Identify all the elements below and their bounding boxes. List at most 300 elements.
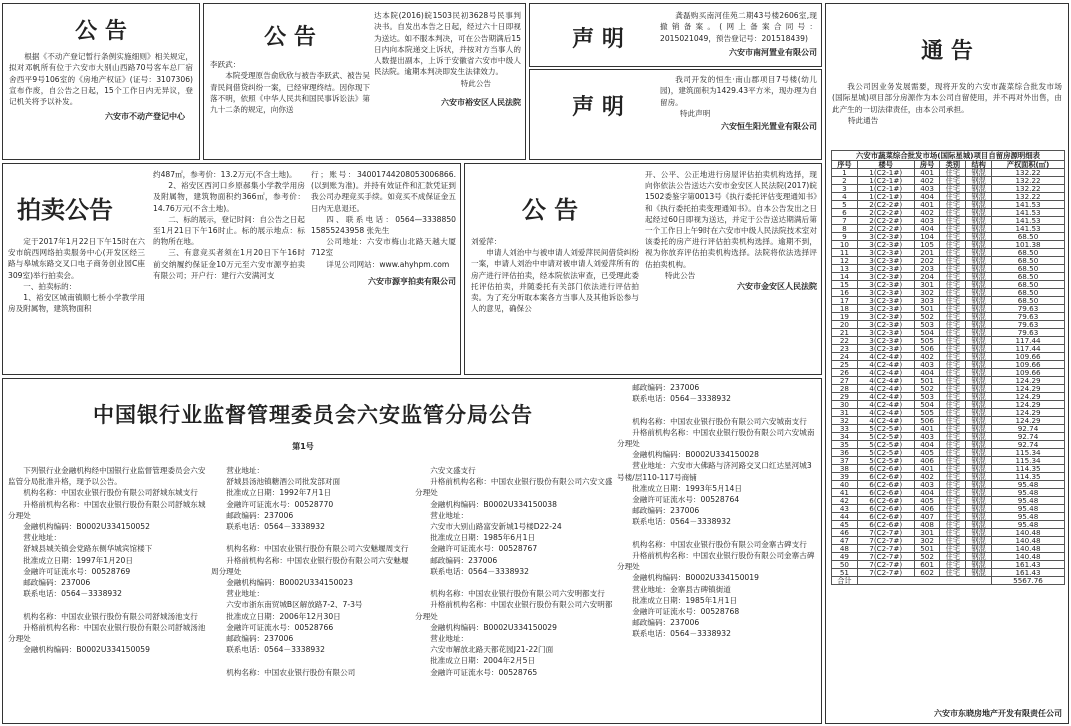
table-cell: 2(C2-2#) — [857, 225, 914, 233]
table-cell: 钢混 — [966, 289, 992, 297]
statement-title: 声 明 — [572, 26, 624, 52]
table-cell: 6(C2-6#) — [857, 473, 914, 481]
table-cell: 35 — [832, 441, 858, 449]
notice-title: 公 告 — [521, 195, 579, 224]
table-cell: 钢混 — [966, 441, 992, 449]
table-cell: 住宅 — [940, 545, 966, 553]
table-cell: 钢混 — [966, 169, 992, 177]
table-cell: 3(C2-3#) — [857, 241, 914, 249]
table-cell: 124.29 — [992, 417, 1065, 425]
table-cell: 住宅 — [940, 441, 966, 449]
cbrc-line: 机构名称：中国农业银行股份有限公司 — [226, 667, 356, 677]
table-cell: 124.29 — [992, 393, 1065, 401]
cbrc-column-3 — [415, 465, 613, 678]
table-cell: 3(C2-3#) — [857, 249, 914, 257]
table-cell: 住宅 — [940, 305, 966, 313]
table-cell: 132.22 — [992, 169, 1065, 177]
table-cell: 504 — [914, 329, 940, 337]
table-cell: 19 — [832, 313, 858, 321]
cbrc-line: 金融机构编码：B0002U334150019 — [632, 573, 759, 583]
table-cell: 26 — [832, 369, 858, 377]
cbrc-line: 金融机构编码：B0002U334150028 — [632, 450, 759, 460]
cbrc-line: 升格前机构名称：中国农业银行股份有限公司六安明都分理处 — [415, 600, 613, 621]
table-cell: 68.50 — [992, 233, 1065, 241]
table-cell: 38 — [832, 465, 858, 473]
table-cell: 502 — [914, 385, 940, 393]
table-cell: 住宅 — [940, 313, 966, 321]
table-cell: 住宅 — [940, 281, 966, 289]
table-cell: 7 — [832, 217, 858, 225]
auction-text: 三、有意竞买者须在1月20日下午16时前交纳履约保证金10万元至六安市源亨拍卖有限公司；开户行：建行六安满河支 — [153, 248, 305, 280]
table-cell: 3(C2-3#) — [857, 265, 914, 273]
statement-body: 龚磊购买南河佳苑二期43号楼2606室,现撤销备案。(网上备案合同号：2015021049，预告登记号：201518439) — [660, 11, 817, 43]
table-cell: 钢混 — [966, 257, 992, 265]
cbrc-line: 机构名称：中国农业银行股份有限公司舒城东城支行 — [23, 488, 198, 498]
cbrc-line: 金融许可证流水号：00528769 — [23, 566, 131, 576]
total-label: 合计 — [832, 577, 858, 585]
cbrc-line: 机构名称：中国农业银行股份有限公司舒城汤池支行 — [23, 611, 198, 621]
table-cell: 7(C2-7#) — [857, 553, 914, 561]
table-cell: 钢混 — [966, 329, 992, 337]
cbrc-line: 金融许可证流水号：00528764 — [632, 495, 740, 505]
statement-signature: 六安市南河置业有限公司 — [729, 47, 817, 57]
table-cell: 92.74 — [992, 425, 1065, 433]
table-cell: 10 — [832, 241, 858, 249]
notice-dongxiao — [825, 3, 1069, 724]
cbrc-line: 舒城县汤池镇糖酒公司批发部对面 — [226, 477, 341, 487]
table-cell: 501 — [914, 545, 940, 553]
table-cell: 140.48 — [992, 537, 1065, 545]
cbrc-line: 联系电话：0564－3338932 — [23, 589, 122, 599]
table-cell: 140.48 — [992, 553, 1065, 561]
table-header-cell: 序号 — [832, 161, 858, 169]
cbrc-line: 联系电话：0564－3338932 — [430, 566, 529, 576]
table-cell: 50 — [832, 561, 858, 569]
table-cell: 3(C2-3#) — [857, 337, 914, 345]
table-cell: 117.44 — [992, 337, 1065, 345]
cbrc-line: 升格前机构名称：中国农业银行股份有限公司六安城南分理处 — [617, 427, 815, 448]
auction-item: 1、裕安区城南镇顺七桥小学教学用房及附属物，建筑物面积 — [8, 293, 145, 314]
cbrc-line: 批准成立日期：1997年1月20日 — [23, 555, 133, 565]
table-cell: 402 — [914, 177, 940, 185]
table-cell: 115.34 — [992, 449, 1065, 457]
table-cell: 2 — [832, 177, 858, 185]
table-cell: 5(C2-5#) — [857, 441, 914, 449]
table-total-row — [832, 577, 1065, 585]
table-cell: 404 — [914, 489, 940, 497]
notice-body: 本院受理原告俞欣欣与被告李跃武、被告吴青民间借贷纠纷一案，已经审理终结。因你现下落不明，依照《中华人民共和国民事诉讼法》第九十二条的规定，向你送 — [210, 71, 370, 115]
auction-signature: 六安市源亨拍卖有限公司 — [368, 276, 456, 286]
table-cell: 161.43 — [992, 561, 1065, 569]
cbrc-line: 金融机构编码：B0002U334150059 — [23, 645, 150, 655]
table-cell: 钢混 — [966, 545, 992, 553]
cbrc-line: 邮政编码：237006 — [632, 618, 700, 628]
cbrc-column-2 — [211, 465, 409, 678]
table-cell: 住宅 — [940, 193, 966, 201]
table-header-cell: 房号 — [914, 161, 940, 169]
table-cell: 101.38 — [992, 241, 1065, 249]
table-cell: 124.29 — [992, 385, 1065, 393]
table-cell: 22 — [832, 337, 858, 345]
table-cell: 钢混 — [966, 537, 992, 545]
cbrc-line — [415, 577, 613, 588]
notice-signature: 六安市东晓房地产开发有限责任公司 — [934, 709, 1062, 718]
table-cell: 505 — [914, 409, 940, 417]
table-cell: 68.50 — [992, 281, 1065, 289]
table-cell: 79.63 — [992, 329, 1065, 337]
table-cell: 204 — [914, 273, 940, 281]
table-cell: 住宅 — [940, 433, 966, 441]
cbrc-line: 邮政编码：237006 — [23, 578, 91, 588]
table-cell: 5(C2-5#) — [857, 433, 914, 441]
cbrc-line: 机构名称：中国农业银行股份有限公司六安魅堰周支行 — [226, 544, 409, 554]
table-cell: 114.35 — [992, 465, 1065, 473]
cbrc-line — [211, 532, 409, 543]
cbrc-line: 金融许可证流水号：00528768 — [632, 607, 740, 617]
table-cell: 18 — [832, 305, 858, 313]
table-cell: 钢混 — [966, 449, 992, 457]
cbrc-line: 金融机构编码：B0002U334150023 — [226, 578, 353, 588]
auction-text: 约487㎡，参考价：13.2万元(不含土地)。 — [153, 170, 297, 179]
table-cell: 住宅 — [940, 537, 966, 545]
table-cell: 49 — [832, 553, 858, 561]
table-cell: 钢混 — [966, 201, 992, 209]
table-cell: 92.74 — [992, 433, 1065, 441]
table-cell: 51 — [832, 569, 858, 577]
cbrc-line: 批准成立日期：2004年2月5日 — [430, 656, 536, 666]
cbrc-line: 金融许可证流水号：00528766 — [226, 622, 334, 632]
table-header-cell: 楼号 — [857, 161, 914, 169]
table-cell: 钢混 — [966, 297, 992, 305]
cbrc-column-1 — [8, 465, 206, 655]
table-cell: 住宅 — [940, 169, 966, 177]
table-cell: 住宅 — [940, 321, 966, 329]
table-cell: 39 — [832, 473, 858, 481]
table-cell: 124.29 — [992, 409, 1065, 417]
table-cell: 203 — [914, 265, 940, 273]
table-header-cell: 产权面积(㎡) — [992, 161, 1065, 169]
statement-nanhe — [529, 3, 822, 67]
table-cell: 201 — [914, 249, 940, 257]
table-cell: 406 — [914, 457, 940, 465]
table-cell: 钢混 — [966, 369, 992, 377]
table-cell: 住宅 — [940, 257, 966, 265]
notice-body-cont: 开、公平、公正地进行房屋评估拍卖机构选择，现向你依法公告送达六安市金安区人民法院(2017)皖1502委鉴字第0013号《执行委托评估变理通知书》和《执行委托拍卖变理通知书》。自本公告发出之日起经过60日即视为送达，并定于公告送达期满后第一个工作日上午9时在六安市中级人民法院技术室对该委托的房产进行评估拍卖机构选择。逾期不到，视为你放弃评估拍卖机构选择。法院将依法选择评估拍卖机构。 — [645, 170, 817, 269]
table-cell: 407 — [914, 513, 940, 521]
table-cell: 36 — [832, 449, 858, 457]
table-cell: 68.50 — [992, 297, 1065, 305]
table-cell: 404 — [914, 225, 940, 233]
table-cell: 钢混 — [966, 321, 992, 329]
table-cell: 钢混 — [966, 409, 992, 417]
cbrc-line: 金融许可证流水号：00528767 — [430, 544, 538, 554]
notice-body-cont: 达本院(2016)皖1503民初3628号民事判决书。自发出本告之日起，经过六十日即视为送达。如不服本判决，可在公告期满后15日内向本院递交上诉状，并按对方当事人的人数提出副本，上诉于安徽省六安市中级人民法院。逾期本判决即发生法律效力。 — [374, 11, 521, 77]
table-cell: 3(C2-3#) — [857, 329, 914, 337]
cbrc-line — [617, 404, 817, 415]
cbrc-line: 批准成立日期：1992年7月1日 — [226, 488, 332, 498]
table-cell: 钢混 — [966, 401, 992, 409]
table-cell: 住宅 — [940, 529, 966, 537]
cbrc-line: 金融许可证流水号：00528765 — [430, 667, 538, 677]
table-cell: 住宅 — [940, 249, 966, 257]
table-cell: 5(C2-5#) — [857, 457, 914, 465]
table-cell: 601 — [914, 561, 940, 569]
table-cell: 3(C2-3#) — [857, 305, 914, 313]
cbrc-line: 升格前机构名称：中国农业银行股份有限公司金寨古碑分理处 — [617, 551, 815, 572]
table-cell: 2(C2-2#) — [857, 209, 914, 217]
cbrc-line: 下列银行业金融机构经中国银行业监督管理委员会六安监管分局批准升格，现予以公告。 — [8, 466, 206, 487]
table-cell: 钢混 — [966, 505, 992, 513]
table-cell: 401 — [914, 169, 940, 177]
table-cell: 住宅 — [940, 337, 966, 345]
notice-signature: 六安市金安区人民法院 — [737, 282, 817, 292]
table-cell: 钢混 — [966, 377, 992, 385]
table-cell: 408 — [914, 521, 940, 529]
table-cell: 140.48 — [992, 529, 1065, 537]
table-cell: 17 — [832, 297, 858, 305]
table-cell: 6(C2-6#) — [857, 465, 914, 473]
table-cell: 506 — [914, 345, 940, 353]
cbrc-number: 第1号 — [292, 442, 314, 451]
table-cell: 钢混 — [966, 217, 992, 225]
table-cell: 住宅 — [940, 385, 966, 393]
table-cell: 403 — [914, 217, 940, 225]
table-cell: 住宅 — [940, 417, 966, 425]
table-cell: 住宅 — [940, 449, 966, 457]
table-cell: 钢混 — [966, 353, 992, 361]
table-header-cell: 结构 — [966, 161, 992, 169]
cbrc-line: 营业地址：金寨县古碑镇街道 — [632, 584, 731, 594]
table-cell: 住宅 — [940, 289, 966, 297]
table-cell: 钢混 — [966, 281, 992, 289]
table-cell: 住宅 — [940, 217, 966, 225]
table-cell: 钢混 — [966, 313, 992, 321]
table-cell: 4(C2-4#) — [857, 417, 914, 425]
table-cell: 1(C2-1#) — [857, 193, 914, 201]
table-cell: 钢混 — [966, 345, 992, 353]
table-cell: 161.43 — [992, 569, 1065, 577]
table-cell: 48 — [832, 545, 858, 553]
statement-body: 我司开发的恒生·南山郡项目7号楼(幼儿园)，建筑面积为1429.43平方米，现办理为自留房。 — [660, 75, 817, 107]
table-cell: 钢混 — [966, 481, 992, 489]
cbrc-line: 金融机构编码：B0002U334150052 — [23, 522, 150, 532]
table-cell: 钢混 — [966, 273, 992, 281]
cbrc-line: 营业地址： — [226, 466, 265, 475]
table-cell: 47 — [832, 537, 858, 545]
table-cell: 钢混 — [966, 473, 992, 481]
table-cell: 钢混 — [966, 521, 992, 529]
table-cell: 4(C2-4#) — [857, 353, 914, 361]
auction-text: 行；账号：34001744208053006866.(以到账为准)。并持有效证件和汇款凭证到我公司办理竞买手续。如竞买不成保证金五日内无息退还。 — [311, 170, 456, 213]
table-cell: 钢混 — [966, 513, 992, 521]
table-cell: 502 — [914, 313, 940, 321]
table-cell: 132.22 — [992, 185, 1065, 193]
cbrc-line: 联系电话：0564－3338932 — [226, 645, 325, 655]
table-cell: 住宅 — [940, 177, 966, 185]
table-cell: 92.74 — [992, 441, 1065, 449]
table-cell: 302 — [914, 289, 940, 297]
table-cell: 钢混 — [966, 425, 992, 433]
table-cell: 住宅 — [940, 561, 966, 569]
table-cell: 109.66 — [992, 369, 1065, 377]
cbrc-line: 营业地址： — [430, 510, 469, 520]
table-cell: 5(C2-5#) — [857, 425, 914, 433]
table-cell: 141.53 — [992, 225, 1065, 233]
table-cell: 68.50 — [992, 249, 1065, 257]
table-cell: 住宅 — [940, 377, 966, 385]
auction-contact: 四、联系电话：0564—3338850 15855243958 张先生 — [311, 214, 456, 236]
table-cell: 钢混 — [966, 497, 992, 505]
table-cell: 506 — [914, 417, 940, 425]
table-cell: 3(C2-3#) — [857, 281, 914, 289]
cbrc-line: 机构名称：中国农业银行股份有限公司六安城南支行 — [632, 416, 807, 426]
table-cell: 3(C2-3#) — [857, 289, 914, 297]
table-cell: 117.44 — [992, 345, 1065, 353]
table-cell: 住宅 — [940, 569, 966, 577]
table-cell: 404 — [914, 193, 940, 201]
table-cell: 住宅 — [940, 209, 966, 217]
table-cell: 2(C2-2#) — [857, 201, 914, 209]
table-cell: 602 — [914, 569, 940, 577]
table-cell: 6(C2-6#) — [857, 513, 914, 521]
table-cell: 401 — [914, 425, 940, 433]
total-value: 5567.76 — [992, 577, 1065, 585]
table-cell: 501 — [914, 377, 940, 385]
cbrc-line: 批准成立日期：1985年1月1日 — [632, 595, 738, 605]
table-title: 六安市蔬菜综合批发市场(国际星城)项目自留房源明细表 — [831, 150, 1065, 160]
table-cell: 住宅 — [940, 505, 966, 513]
table-cell: 141.53 — [992, 217, 1065, 225]
notice-title: 公 告 — [264, 24, 316, 50]
table-cell: 402 — [914, 473, 940, 481]
table-cell: 29 — [832, 393, 858, 401]
table-cell: 住宅 — [940, 353, 966, 361]
table-cell: 4 — [832, 193, 858, 201]
table-cell: 钢混 — [966, 569, 992, 577]
notice-real-estate — [2, 3, 200, 160]
table-cell: 钢混 — [966, 529, 992, 537]
table-cell: 住宅 — [940, 553, 966, 561]
table-cell: 住宅 — [940, 369, 966, 377]
table-cell: 405 — [914, 449, 940, 457]
table-cell: 钢混 — [966, 177, 992, 185]
table-cell: 406 — [914, 505, 940, 513]
cbrc-line: 营业地址： — [23, 533, 62, 543]
cbrc-line: 六安文盛支行 — [430, 466, 476, 475]
cbrc-line: 邮政编码：237006 — [632, 506, 700, 516]
table-cell: 住宅 — [940, 297, 966, 305]
table-cell: 140.48 — [992, 545, 1065, 553]
notice-title: 通 告 — [921, 38, 973, 64]
table-cell: 79.63 — [992, 305, 1065, 313]
table-cell: 12 — [832, 257, 858, 265]
table-cell: 95.48 — [992, 489, 1065, 497]
table-cell: 21 — [832, 329, 858, 337]
table-cell: 301 — [914, 281, 940, 289]
statement-title: 声 明 — [572, 94, 624, 120]
cbrc-line: 联系电话：0564－3338932 — [632, 517, 731, 527]
notice-closing: 特此通告 — [848, 115, 879, 125]
table-cell: 住宅 — [940, 521, 966, 529]
table-cell: 503 — [914, 393, 940, 401]
table-cell: 68.50 — [992, 265, 1065, 273]
cbrc-line: 六安市浙东南贸城B区解放路7-2、7-3号 — [226, 600, 363, 610]
table-cell: 钢混 — [966, 209, 992, 217]
table-cell: 住宅 — [940, 409, 966, 417]
cbrc-line: 邮政编码：237006 — [430, 555, 498, 565]
table-cell: 95.48 — [992, 513, 1065, 521]
table-cell: 钢混 — [966, 337, 992, 345]
table-cell: 504 — [914, 401, 940, 409]
auction-intro: 定于2017年1月22日下午15时在六安市皖西网络拍卖服务中心(开发区经三路与皋城东路交叉口电子商务创业园C座309室)举行拍卖会。 — [8, 237, 145, 280]
table-cell: 住宅 — [940, 345, 966, 353]
table-cell: 20 — [832, 321, 858, 329]
table-cell: 8 — [832, 225, 858, 233]
table-cell: 住宅 — [940, 201, 966, 209]
table-cell: 住宅 — [940, 361, 966, 369]
table-cell: 44 — [832, 513, 858, 521]
table-cell: 钢混 — [966, 241, 992, 249]
table-cell: 23 — [832, 345, 858, 353]
notice-signature: 六安市不动产登记中心 — [105, 112, 185, 122]
table-cell: 15 — [832, 281, 858, 289]
table-cell: 钢混 — [966, 385, 992, 393]
table-cell: 4(C2-4#) — [857, 401, 914, 409]
table-cell: 3(C2-3#) — [857, 257, 914, 265]
table-cell: 124.29 — [992, 377, 1065, 385]
table-cell: 4(C2-4#) — [857, 361, 914, 369]
cbrc-line: 批准成立日期：1985年6月1日 — [430, 533, 536, 543]
table-cell: 124.29 — [992, 401, 1065, 409]
table-cell: 钢混 — [966, 265, 992, 273]
notice-signature: 六安市裕安区人民法院 — [441, 98, 521, 108]
table-cell: 132.22 — [992, 193, 1065, 201]
cbrc-line: 升格前机构名称：中国农业银行股份有限公司舒城东城分理处 — [8, 499, 206, 520]
table-cell: 钢混 — [966, 225, 992, 233]
auction-website: 详见公司网站：www.ahyhpm.com — [326, 259, 450, 269]
table-cell: 13 — [832, 265, 858, 273]
table-cell: 28 — [832, 385, 858, 393]
table-cell: 住宅 — [940, 481, 966, 489]
table-cell: 钢混 — [966, 417, 992, 425]
table-cell: 405 — [914, 497, 940, 505]
table-cell: 95.48 — [992, 481, 1065, 489]
cbrc-line: 联系电话：0564－3338932 — [632, 629, 731, 639]
table-cell: 27 — [832, 377, 858, 385]
table-cell: 钢混 — [966, 249, 992, 257]
table-cell: 住宅 — [940, 185, 966, 193]
cbrc-title: 中国银行业监督管理委员会六安监管分局公告 — [93, 402, 533, 427]
cbrc-line: 批准成立日期：1993年5月14日 — [632, 483, 742, 493]
table-cell: 6 — [832, 209, 858, 217]
table-cell: 钢混 — [966, 553, 992, 561]
table-cell: 11 — [832, 249, 858, 257]
table-cell: 3(C2-3#) — [857, 321, 914, 329]
table-cell: 31 — [832, 409, 858, 417]
cbrc-line: 六安市大别山路富安新城1号楼D22-24 — [430, 522, 562, 532]
cbrc-line: 舒城县城关镇会党路东侧华城宾馆楼下 — [23, 544, 153, 554]
auction-text: 二、标的展示，登记时间：自公告之日起至1月21日下午16时止。标的展示地点：标的物所在地。 — [153, 214, 305, 247]
addressee: 李跃武： — [210, 60, 241, 69]
cbrc-column-4 — [617, 382, 817, 640]
table-cell: 33 — [832, 425, 858, 433]
auction-address: 公司地址：六安市梅山北路天越大厦712室 — [311, 237, 456, 258]
table-cell: 68.50 — [992, 289, 1065, 297]
table-cell: 钢混 — [966, 457, 992, 465]
table-cell: 1 — [832, 169, 858, 177]
table-cell: 2(C2-2#) — [857, 217, 914, 225]
table-cell: 钢混 — [966, 193, 992, 201]
